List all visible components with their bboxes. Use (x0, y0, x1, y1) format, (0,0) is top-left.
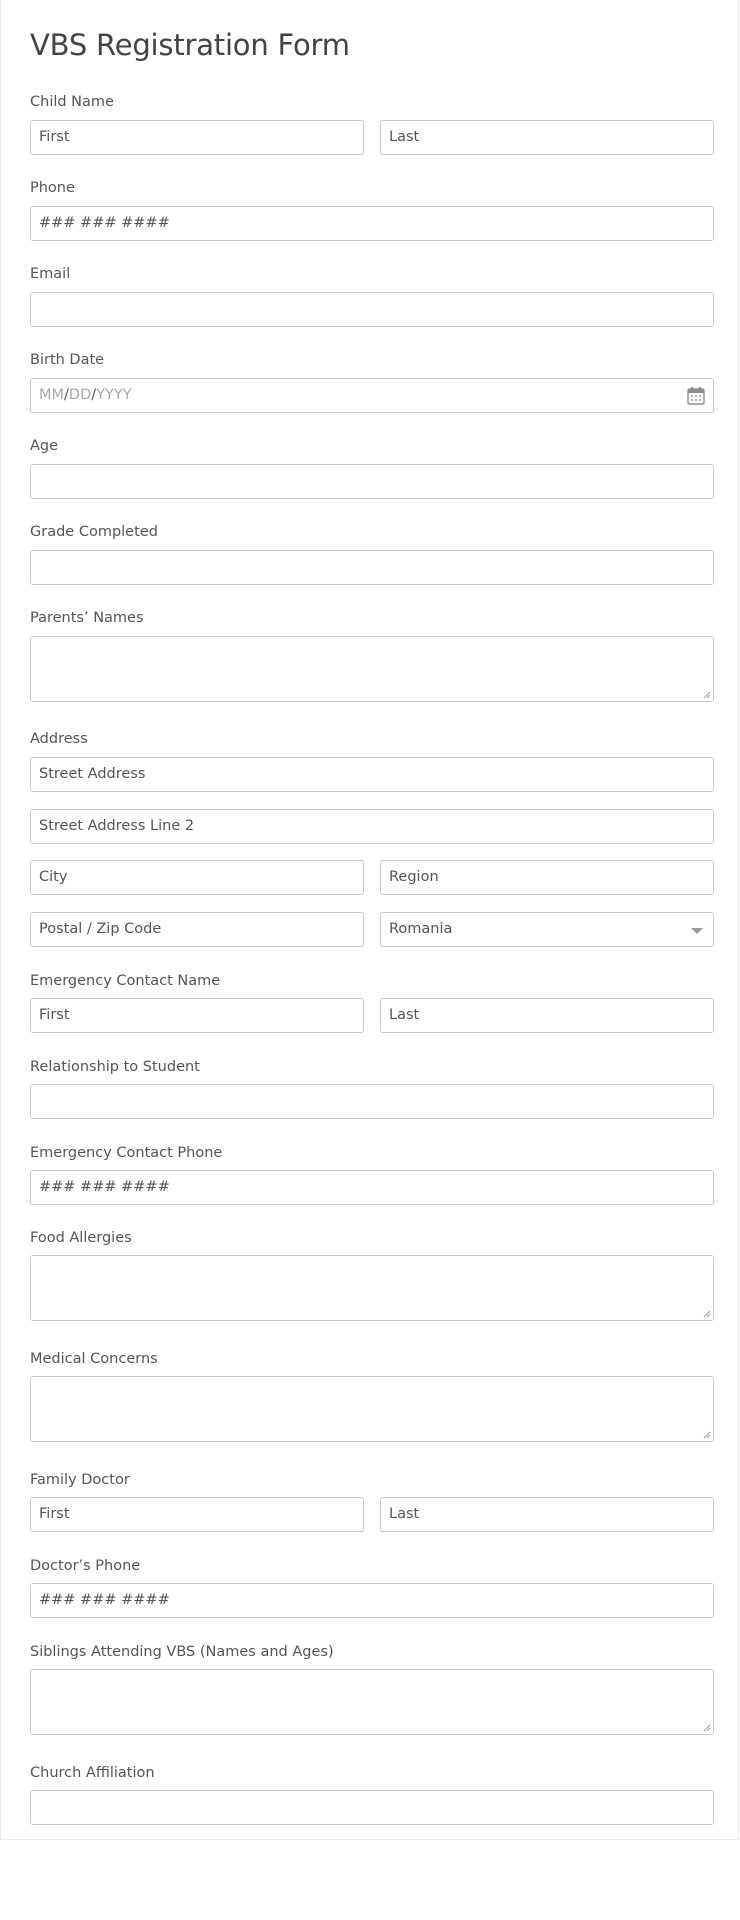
siblings-label: Siblings Attending VBS (Names and Ages) (30, 1644, 334, 1660)
street-address-input[interactable]: Street Address (30, 757, 714, 792)
parents-names-textarea[interactable] (30, 636, 714, 702)
doctor-phone-input[interactable]: ### ### #### (30, 1583, 714, 1618)
resize-handle-icon[interactable] (703, 1724, 711, 1732)
email-label: Email (30, 266, 71, 282)
family-doctor-label: Family Doctor (30, 1472, 130, 1488)
relationship-input[interactable] (30, 1084, 714, 1119)
food-allergies-label: Food Allergies (30, 1230, 132, 1246)
birth-date-input[interactable] (30, 378, 714, 413)
relationship-label: Relationship to Student (30, 1059, 200, 1075)
food-allergies-textarea[interactable] (30, 1255, 714, 1321)
country-selected-value: Romania (389, 921, 453, 937)
email-input[interactable] (30, 292, 714, 327)
date-year[interactable]: YYYY (96, 387, 132, 403)
chevron-down-icon[interactable] (691, 928, 703, 934)
postal-code-input[interactable]: Postal / Zip Code (30, 912, 364, 947)
medical-concerns-label: Medical Concerns (30, 1351, 158, 1367)
emergency-phone-label: Emergency Contact Phone (30, 1145, 223, 1161)
city-input[interactable]: City (30, 860, 364, 895)
address-label: Address (30, 731, 88, 747)
calendar-icon[interactable] (687, 386, 705, 405)
phone-input[interactable]: ### ### #### (30, 206, 714, 241)
date-separator: / (91, 387, 97, 403)
age-label: Age (30, 438, 59, 454)
region-input[interactable]: Region (380, 860, 714, 895)
child-first-name-input[interactable]: First (30, 120, 364, 155)
doctor-last-name-input[interactable]: Last (380, 1497, 714, 1532)
grade-completed-input[interactable] (30, 550, 714, 585)
resize-handle-icon[interactable] (703, 691, 711, 699)
phone-label: Phone (30, 180, 75, 196)
siblings-textarea[interactable] (30, 1669, 714, 1735)
emergency-last-name-input[interactable]: Last (380, 998, 714, 1033)
emergency-phone-input[interactable]: ### ### #### (30, 1170, 714, 1205)
emergency-first-name-input[interactable]: First (30, 998, 364, 1033)
church-affiliation-input[interactable] (30, 1790, 714, 1825)
church-affiliation-label: Church Affiliation (30, 1765, 155, 1781)
resize-handle-icon[interactable] (703, 1310, 711, 1318)
emergency-contact-name-label: Emergency Contact Name (30, 973, 221, 989)
parents-names-label: Parents’ Names (30, 610, 144, 626)
date-month[interactable]: MM (39, 387, 65, 403)
resize-handle-icon[interactable] (703, 1431, 711, 1439)
grade-completed-label: Grade Completed (30, 524, 158, 540)
date-day[interactable]: DD (68, 387, 92, 403)
country-select[interactable] (380, 912, 714, 947)
doctor-first-name-input[interactable]: First (30, 1497, 364, 1532)
birth-date-label: Birth Date (30, 352, 105, 368)
street-address-line2-input[interactable]: Street Address Line 2 (30, 809, 714, 844)
age-input[interactable] (30, 464, 714, 499)
page-title: VBS Registration Form (30, 28, 350, 62)
child-name-label: Child Name (30, 94, 114, 110)
doctor-phone-label: Doctor’s Phone (30, 1558, 141, 1574)
date-separator: / (64, 387, 69, 403)
medical-concerns-textarea[interactable] (30, 1376, 714, 1442)
child-last-name-input[interactable]: Last (380, 120, 714, 155)
